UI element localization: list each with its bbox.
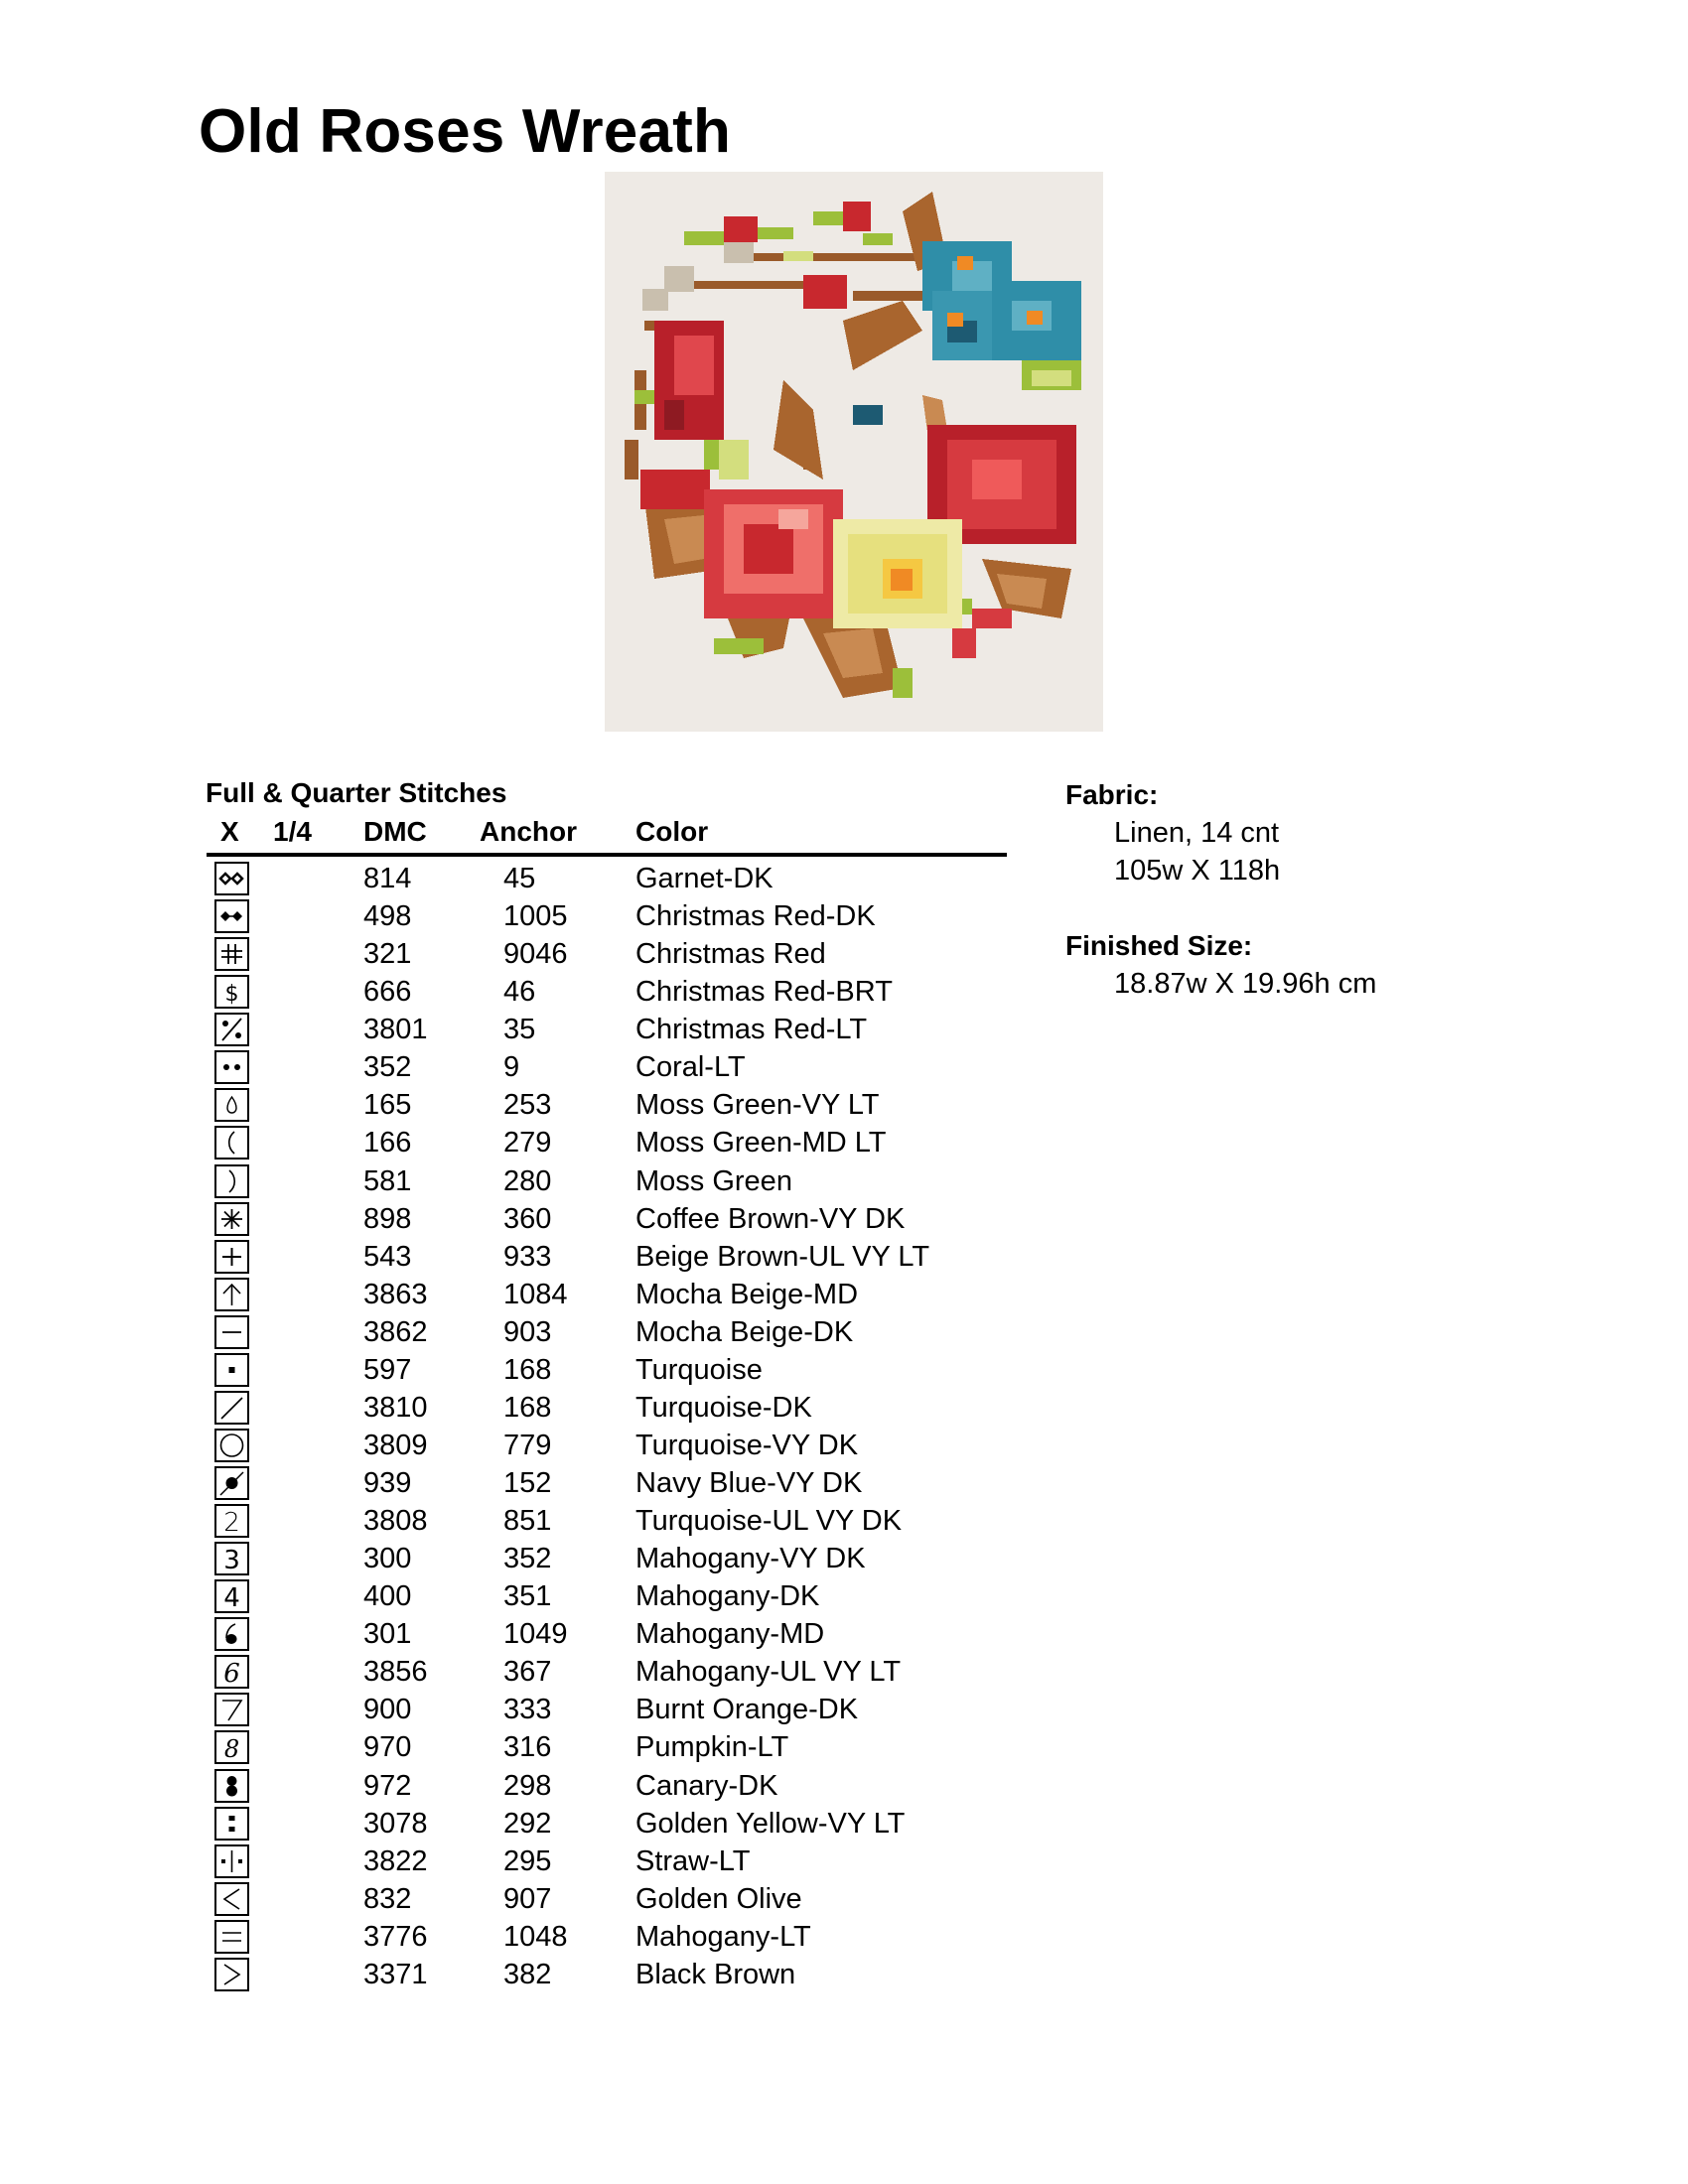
small-square-icon [214, 1353, 249, 1387]
dmc-code: 666 [363, 976, 412, 1009]
digit-8-icon [214, 1730, 249, 1764]
color-name: Mahogany-VY DK [635, 1543, 866, 1575]
column-header-dmc: DMC [363, 816, 427, 847]
dot-bar-dot-icon [214, 1844, 249, 1878]
fabric-label: Fabric: [1065, 779, 1159, 810]
dmc-code: 3810 [363, 1391, 428, 1424]
page-title: Old Roses Wreath [199, 97, 732, 166]
circle-outline-icon [214, 1429, 249, 1462]
color-name: Pumpkin-LT [635, 1731, 789, 1764]
color-name: Christmas Red-DK [635, 900, 876, 933]
dmc-code: 3776 [363, 1920, 428, 1953]
table-row [0, 1577, 1092, 1615]
table-row [0, 973, 1092, 1011]
color-name: Golden Olive [635, 1882, 802, 1915]
svg-text:6: 6 [223, 1659, 240, 1688]
dmc-code: 3822 [363, 1844, 428, 1877]
table-row [0, 860, 1092, 897]
anchor-code: 333 [503, 1694, 552, 1726]
dmc-code: 300 [363, 1543, 412, 1575]
color-name: Turquoise-VY DK [635, 1429, 859, 1461]
color-name: Mocha Beige-MD [635, 1278, 859, 1310]
anchor-code: 367 [503, 1656, 552, 1689]
dmc-code: 498 [363, 900, 412, 933]
table-row [0, 1728, 1092, 1766]
dmc-code: 352 [363, 1051, 412, 1084]
less-than-icon [214, 1882, 249, 1916]
dmc-code: 3078 [363, 1807, 428, 1840]
anchor-code: 382 [503, 1958, 552, 1990]
digit-4-icon [214, 1579, 249, 1613]
dmc-code: 3809 [363, 1429, 428, 1461]
left-paren-icon [214, 1126, 249, 1160]
color-name: Moss Green [635, 1164, 792, 1197]
svg-text:3: 3 [223, 1546, 240, 1574]
dmc-code: 581 [363, 1164, 412, 1197]
anchor-code: 851 [503, 1505, 552, 1538]
anchor-code: 168 [503, 1391, 552, 1424]
asterisk-icon [214, 1202, 249, 1236]
dmc-code: 814 [363, 863, 412, 894]
plus-icon [214, 1240, 249, 1274]
table-row [0, 935, 1092, 973]
dmc-code: 900 [363, 1694, 412, 1726]
digit-7-icon [214, 1693, 249, 1726]
anchor-code: 907 [503, 1882, 552, 1915]
anchor-code: 316 [503, 1731, 552, 1764]
digit-6-icon [214, 1655, 249, 1689]
table-row [0, 1011, 1092, 1048]
color-name: Golden Yellow-VY LT [635, 1807, 906, 1840]
dmc-code: 321 [363, 938, 412, 971]
dmc-code: 400 [363, 1580, 412, 1613]
pattern-details [1065, 776, 1562, 1003]
anchor-code: 46 [503, 976, 536, 1009]
anchor-code: 168 [503, 1353, 552, 1386]
table-row [0, 1615, 1092, 1653]
dmc-code: 3808 [363, 1505, 428, 1538]
header-divider [207, 853, 1007, 857]
anchor-code: 298 [503, 1769, 552, 1802]
anchor-code: 352 [503, 1543, 552, 1575]
svg-text:4: 4 [223, 1583, 240, 1612]
table-row [0, 1464, 1092, 1502]
color-name: Garnet-DK [635, 863, 774, 894]
color-name: Turquoise-UL VY DK [635, 1505, 903, 1538]
table-row [0, 1048, 1092, 1086]
dmc-code: 3862 [363, 1315, 428, 1348]
color-name: Mahogany-LT [635, 1920, 811, 1953]
anchor-code: 1084 [503, 1278, 568, 1310]
table-row [0, 1086, 1092, 1124]
digit-3-icon [214, 1542, 249, 1575]
arrow-up-icon [214, 1278, 249, 1311]
colon-icon [214, 1807, 249, 1841]
table-row [0, 1805, 1092, 1843]
digit-8-filled-icon [214, 1769, 249, 1803]
stitch-table-body [0, 860, 1092, 1993]
color-name: Canary-DK [635, 1769, 778, 1802]
dmc-code: 832 [363, 1882, 412, 1915]
double-diamond-outline-icon [214, 862, 249, 895]
anchor-code: 9046 [503, 938, 568, 971]
anchor-code: 292 [503, 1807, 552, 1840]
table-row [0, 1880, 1092, 1918]
color-name: Turquoise-DK [635, 1391, 812, 1424]
color-name: Moss Green-MD LT [635, 1127, 887, 1160]
table-row [0, 1653, 1092, 1691]
table-row [0, 1502, 1092, 1540]
svg-text:8: 8 [223, 1735, 240, 1763]
anchor-code: 1049 [503, 1618, 568, 1651]
column-header-color: Color [635, 816, 709, 847]
color-name: Mahogany-DK [635, 1580, 820, 1613]
dmc-code: 597 [363, 1353, 412, 1386]
svg-text:2: 2 [223, 1508, 240, 1537]
color-name: Burnt Orange-DK [635, 1694, 859, 1726]
dmc-code: 3801 [363, 1014, 428, 1046]
two-dots-icon [214, 1050, 249, 1084]
column-header-x: X [220, 816, 239, 847]
dmc-code: 898 [363, 1202, 412, 1235]
stitch-table-header [0, 813, 1092, 851]
color-name: Mocha Beige-DK [635, 1315, 854, 1348]
spacer [1065, 889, 1562, 927]
anchor-code: 933 [503, 1240, 552, 1273]
color-name: Navy Blue-VY DK [635, 1467, 863, 1499]
table-row [0, 1767, 1092, 1805]
anchor-code: 295 [503, 1844, 552, 1877]
double-diamond-filled-icon [214, 899, 249, 933]
table-row [0, 1200, 1092, 1238]
hash-icon [214, 937, 249, 971]
dmc-code: 972 [363, 1769, 412, 1802]
svg-text:$: $ [224, 982, 239, 1008]
finished-size-value: 18.87w X 19.96h cm [1114, 968, 1377, 1000]
anchor-code: 1005 [503, 900, 568, 933]
table-row [0, 1540, 1092, 1577]
anchor-code: 279 [503, 1127, 552, 1160]
stitches-section-title: Full & Quarter Stitches [206, 777, 507, 808]
dmc-code: 3371 [363, 1958, 428, 1990]
table-row [0, 1351, 1092, 1389]
color-name: Beige Brown-UL VY LT [635, 1240, 930, 1273]
dmc-code: 166 [363, 1127, 412, 1160]
finished-size-label: Finished Size: [1065, 930, 1253, 961]
anchor-code: 35 [503, 1014, 536, 1046]
dmc-code: 543 [363, 1240, 412, 1273]
table-row [0, 1427, 1092, 1464]
digit-6-filled-icon [214, 1617, 249, 1651]
table-row [0, 1238, 1092, 1276]
anchor-code: 9 [503, 1051, 520, 1084]
column-header-anchor: Anchor [480, 816, 577, 847]
anchor-code: 1048 [503, 1920, 568, 1953]
anchor-code: 152 [503, 1467, 552, 1499]
anchor-code: 253 [503, 1089, 552, 1122]
anchor-code: 351 [503, 1580, 552, 1613]
table-row [0, 897, 1092, 935]
anchor-code: 903 [503, 1315, 552, 1348]
table-row [0, 1691, 1092, 1728]
digit-2-icon [214, 1504, 249, 1538]
drop-outline-icon [214, 1088, 249, 1122]
anchor-code: 779 [503, 1429, 552, 1461]
right-paren-icon [214, 1164, 249, 1198]
color-name: Mahogany-UL VY LT [635, 1656, 902, 1689]
anchor-code: 280 [503, 1164, 552, 1197]
equals-icon [214, 1920, 249, 1954]
slash-icon [214, 1391, 249, 1425]
color-name: Turquoise [635, 1353, 763, 1386]
table-row [0, 1162, 1092, 1200]
dollar-icon [214, 975, 249, 1009]
dmc-code: 165 [363, 1089, 412, 1122]
filled-circle-slash-icon [214, 1466, 249, 1500]
color-name: Christmas Red-LT [635, 1014, 868, 1046]
table-row [0, 1313, 1092, 1351]
table-row [0, 1843, 1092, 1880]
table-row [0, 1389, 1092, 1427]
wreath-illustration [605, 172, 1103, 732]
color-name: Moss Green-VY LT [635, 1089, 880, 1122]
color-name: Christmas Red-BRT [635, 976, 893, 1009]
dmc-code: 3863 [363, 1278, 428, 1310]
dmc-code: 301 [363, 1618, 412, 1651]
table-row [0, 1124, 1092, 1161]
table-row [0, 1956, 1092, 1993]
color-name: Mahogany-MD [635, 1618, 825, 1651]
table-row [0, 1276, 1092, 1313]
color-name: Black Brown [635, 1958, 796, 1990]
color-name: Coffee Brown-VY DK [635, 1202, 906, 1235]
anchor-code: 45 [503, 863, 536, 894]
percent-icon [214, 1013, 249, 1046]
greater-than-icon [214, 1958, 249, 1991]
color-name: Coral-LT [635, 1051, 746, 1084]
table-row [0, 1918, 1092, 1956]
column-header-quarter: 1/4 [273, 816, 312, 847]
dmc-code: 3856 [363, 1656, 428, 1689]
pattern-preview-image [605, 172, 1103, 732]
dmc-code: 970 [363, 1731, 412, 1764]
fabric-material: Linen, 14 cnt [1114, 817, 1280, 849]
dmc-code: 939 [363, 1467, 412, 1499]
minus-icon [214, 1315, 249, 1349]
anchor-code: 360 [503, 1202, 552, 1235]
fabric-stitch-count: 105w X 118h [1114, 855, 1281, 887]
color-name: Straw-LT [635, 1844, 751, 1877]
color-name: Christmas Red [635, 938, 826, 971]
